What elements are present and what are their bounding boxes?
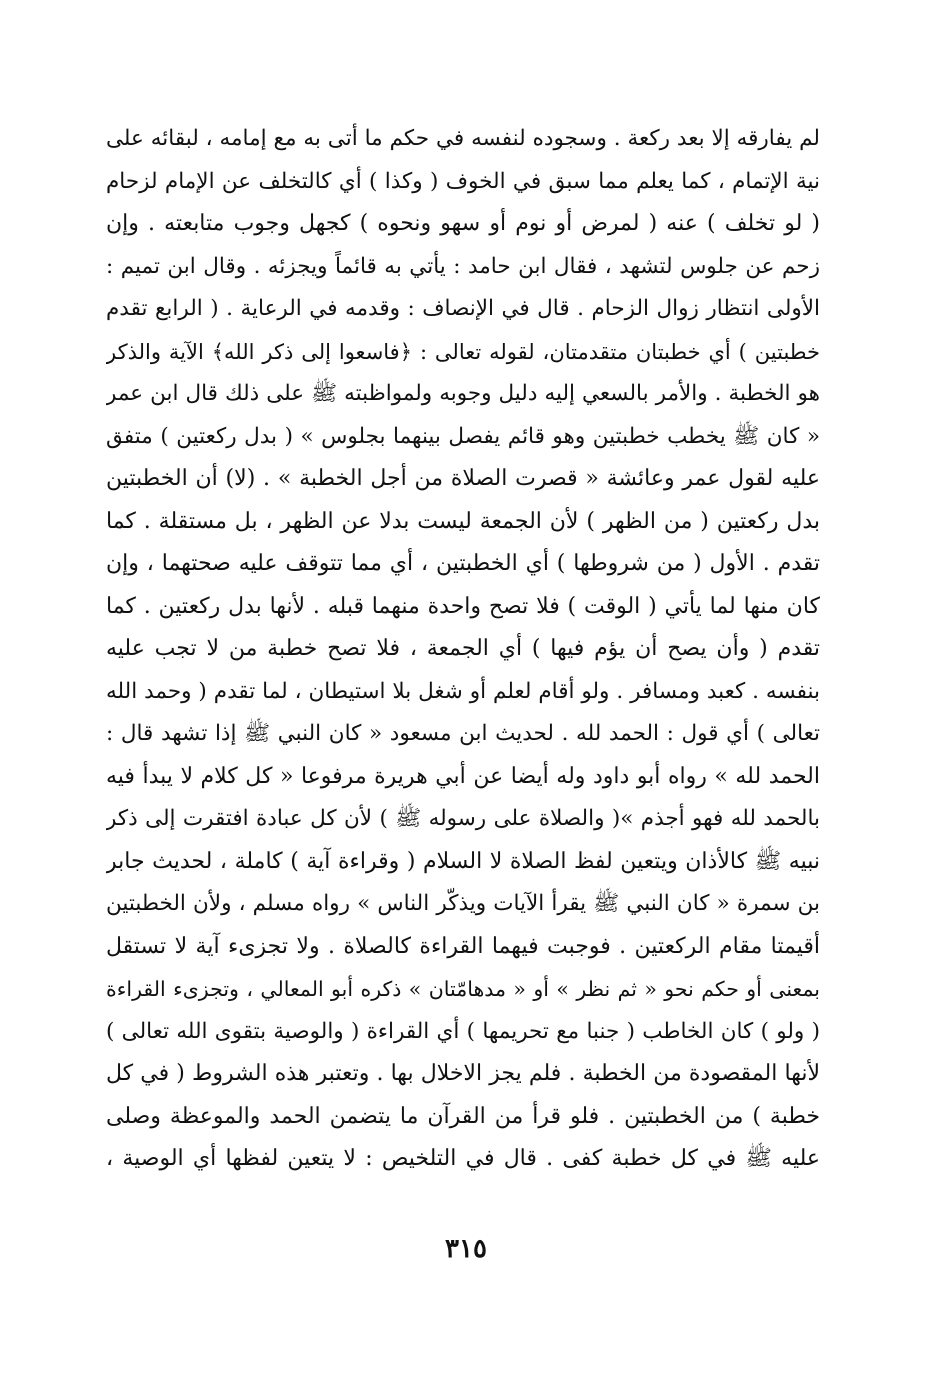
text-line: « كان ﷺ يخطب خطبتين وهو قائم يفصل بينهما بجلوس » ( بدل ركعتين ) متفق bbox=[106, 423, 820, 449]
text-line: بدل ركعتين ( من الظهر ) لأن الجمعة ليست بدلا عن الظهر ، بل مستقلة . كما bbox=[106, 508, 820, 534]
text-line: كان منها لما يأتي ( الوقت ) فلا تصح واحدة منهما قبله . لأنها بدل ركعتين . كما bbox=[106, 593, 820, 619]
text-line: عليه لقول عمر وعائشة « قصرت الصلاة من أجل الخطبة » . (لا) أن الخطبتين bbox=[106, 466, 820, 491]
text-line: ( لو تخلف ) عنه ( لمرض أو نوم أو سهو ونحوه ) كجهل وجوب متابعته . وإن bbox=[106, 211, 820, 236]
text-line: بمعنى أو حكم نحو « ثم نظر » أو « مدهامّتان » ذكره أبو المعالي ، وتجزىء القراءة bbox=[106, 977, 820, 1001]
text-line: تقدم . الأول ( من شروطها ) أي الخطبتين ، أي مما تتوقف عليه صحتهما ، وإن bbox=[106, 551, 820, 576]
text-line: الأولى انتظار زوال الزحام . قال في الإنصاف : وقدمه في الرعاية . ( الرابع تقدم bbox=[106, 296, 820, 321]
text-line: بنفسه . كعبد ومسافر . ولو أقام لعلم أو شغل بلا استيطان ، لما تقدم ( وحمد الله bbox=[106, 678, 820, 704]
text-line: نبيه ﷺ كالأذان ويتعين لفظ الصلاة لا السلام ( وقراءة آية ) كاملة ، لحديث جابر bbox=[106, 848, 820, 874]
text-line: تقدم ( وأن يصح أن يؤم فيها ) أي الجمعة ، فلا تصح خطبة من لا تجب عليه bbox=[106, 636, 820, 661]
text-line: لأنها المقصودة من الخطبة . فلم يجز الاخلال بها . وتعتبر هذه الشروط ( في كل bbox=[106, 1061, 820, 1086]
text-line: خطبتين ) أي خطبتان متقدمتان، لقوله تعالى : ﴿فاسعوا إلى ذكر الله﴾ الآية والذكر bbox=[106, 339, 820, 364]
text-line: هو الخطبة . والأمر بالسعي إليه دليل وجوبه ولمواظبته ﷺ على ذلك قال ابن عمر bbox=[106, 381, 820, 406]
text-line: بالحمد لله فهو أجذم »( والصلاة على رسوله ﷺ ) لأن كل عبادة افتقرت إلى ذكر bbox=[106, 806, 820, 831]
text-line: خطبة ) من الخطبتين . فلو قرأ من القرآن ما يتضمن الحمد والموعظة وصلى bbox=[106, 1103, 820, 1129]
text-line: بن سمرة « كان النبي ﷺ يقرأ الآيات ويذكّر الناس » رواه مسلم ، ولأن الخطبتين bbox=[106, 891, 820, 916]
text-line: عليه ﷺ في كل خطبة كفى . قال في التلخيص : لا يتعين لفظها أي الوصية ، bbox=[106, 1146, 820, 1171]
page-number: ٣١٥ bbox=[445, 1234, 487, 1264]
text-line: تعالى ) أي قول : الحمد لله . لحديث ابن مسعود « كان النبي ﷺ إذا تشهد قال : bbox=[106, 721, 820, 746]
body-text bbox=[106, 118, 820, 1181]
text-line: الحمد لله » رواه أبو داود وله أيضا عن أبي هريرة مرفوعا « كل كلام لا يبدأ فيه bbox=[106, 763, 820, 789]
text-line: لم يفارقه إلا بعد ركعة . وسجوده لنفسه في حكم ما أتى به مع إمامه ، لبقائه على bbox=[106, 126, 820, 151]
text-line: ( ولو ) كان الخاطب ( جنبا مع تحريمها ) أي القراءة ( والوصية بتقوى الله تعالى ) bbox=[106, 1018, 820, 1044]
text-line: نية الإتمام ، كما يعلم مما سبق في الخوف ( وكذا ) أي كالتخلف عن الإمام لزحام bbox=[106, 168, 820, 194]
text-line: زحم عن جلوس لتشهد ، فقال ابن حامد : يأتي به قائماً ويجزئه . وقال ابن تميم : bbox=[106, 253, 820, 279]
text-line: أقيمتا مقام الركعتين . فوجبت فيهما القراءة كالصلاة . ولا تجزىء آية لا تستقل bbox=[106, 933, 820, 959]
